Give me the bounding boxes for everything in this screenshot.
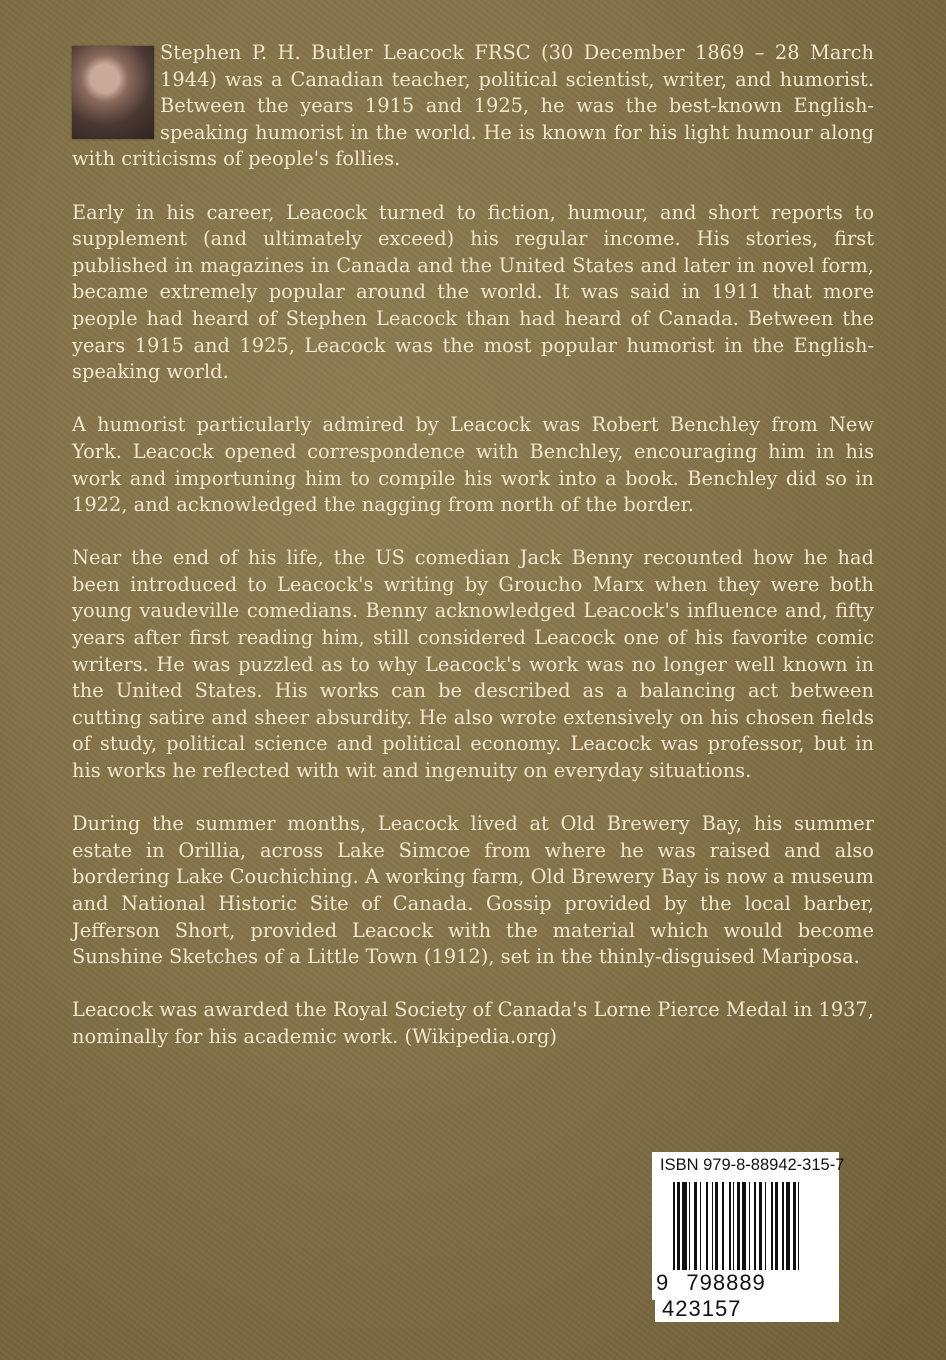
barcode-bar (729, 1182, 731, 1274)
barcode-bar (749, 1182, 751, 1274)
barcode-bar (706, 1182, 708, 1274)
barcode-bar (765, 1182, 767, 1274)
barcode-bar (694, 1182, 697, 1274)
back-cover-text (72, 40, 874, 1077)
paragraph-career: Early in his career, Leacock turned to fiction, humour, and short reports to supplement (and ultimately exceed) his regular income. His stories, first published in magazines in Canada and the United States and later in novel form, became extremely popular around the world. It was said in 1911 that more people had heard of Stephen Leacock than had heard of Canada. Between the years 1915 and 1925, Leacock was the most popular humorist in the English-speaking world. (72, 200, 874, 384)
barcode-lead-digit: 9 (656, 1270, 670, 1295)
barcode-bar (733, 1182, 735, 1274)
barcode-bar (742, 1182, 747, 1274)
paragraph-summer: During the summer months, Leacock lived at Old Brewery Bay, his summer estate in Orillia, across Lake Simcoe from where he was raised and also bordering Lake Couchiching. A working farm, Old Brewery Bay is now a museum and National Historic Site of Canada. Gossip provided by the local barber, Jefferson Short, provided Leacock with the material which would become Sunshine Sketches of a Little Town (1912), set in the thinly-disguised Mariposa. (72, 812, 874, 969)
barcode-bar (700, 1182, 702, 1274)
isbn-label: ISBN 979-8-88942-315-7 (660, 1156, 845, 1174)
paragraph-benny: Near the end of his life, the US comedian Jack Benny recounted how he had been introduced to Leacock's writing by Groucho Marx when they were both young vaudeville comedians. Benny acknowledged Leacock's influence and, fifty years after first reading him, still considered Leacock one of his favorite comic writers. He was puzzled as to why Leacock's work was no longer well known in the United States. His works can be described as a balancing act between cutting satire and sheer absurdity. He also wrote extensively on his chosen fields of study, political science and political economy. Leacock was professor, but in his works he reflected with wit and ingenuity on everyday situations. (72, 546, 874, 783)
barcode-digit-group-2: 423157 (662, 1296, 742, 1321)
paragraph-medal: Leacock was awarded the Royal Society of Canada's Lorne Pierce Medal in 1937, nominally for his academic work. (Wikipedia.org) (72, 998, 874, 1048)
paragraph-bio: Stephen P. H. Butler Leacock FRSC (30 December 1869 – 28 March 1944) was a Canadian teacher, political scientist, writer, and humorist. Between the years 1915 and 1925, he was the best-known English-speaking humorist in the world. He is known for his light humour along with criticisms of people's follies. (72, 41, 874, 171)
barcode-bar (782, 1182, 784, 1274)
barcode-bar (759, 1182, 762, 1274)
paragraph-benchley: A humorist particularly admired by Leacock was Robert Benchley from New York. Leacock opened correspondence with Benchley, encouraging him in his work and importuning him to compile his work into a book. Benchley did so in 1922, and acknowledged the nagging from north of the border. (72, 413, 874, 517)
barcode-bar (712, 1182, 714, 1274)
barcode-bar (715, 1182, 718, 1274)
barcode-digit-group-1: 798889 (686, 1270, 766, 1295)
barcode-bar (754, 1182, 756, 1274)
barcode-bar (722, 1182, 724, 1274)
barcode-bar (771, 1182, 773, 1274)
barcode-bar (682, 1182, 687, 1274)
barcode-bar (793, 1182, 796, 1274)
author-portrait (72, 46, 154, 139)
barcode-bar (775, 1182, 778, 1274)
barcode-bar (689, 1182, 691, 1274)
isbn-barcode (652, 1152, 845, 1321)
barcode-bar (786, 1182, 791, 1274)
barcode-digits (655, 1270, 839, 1322)
